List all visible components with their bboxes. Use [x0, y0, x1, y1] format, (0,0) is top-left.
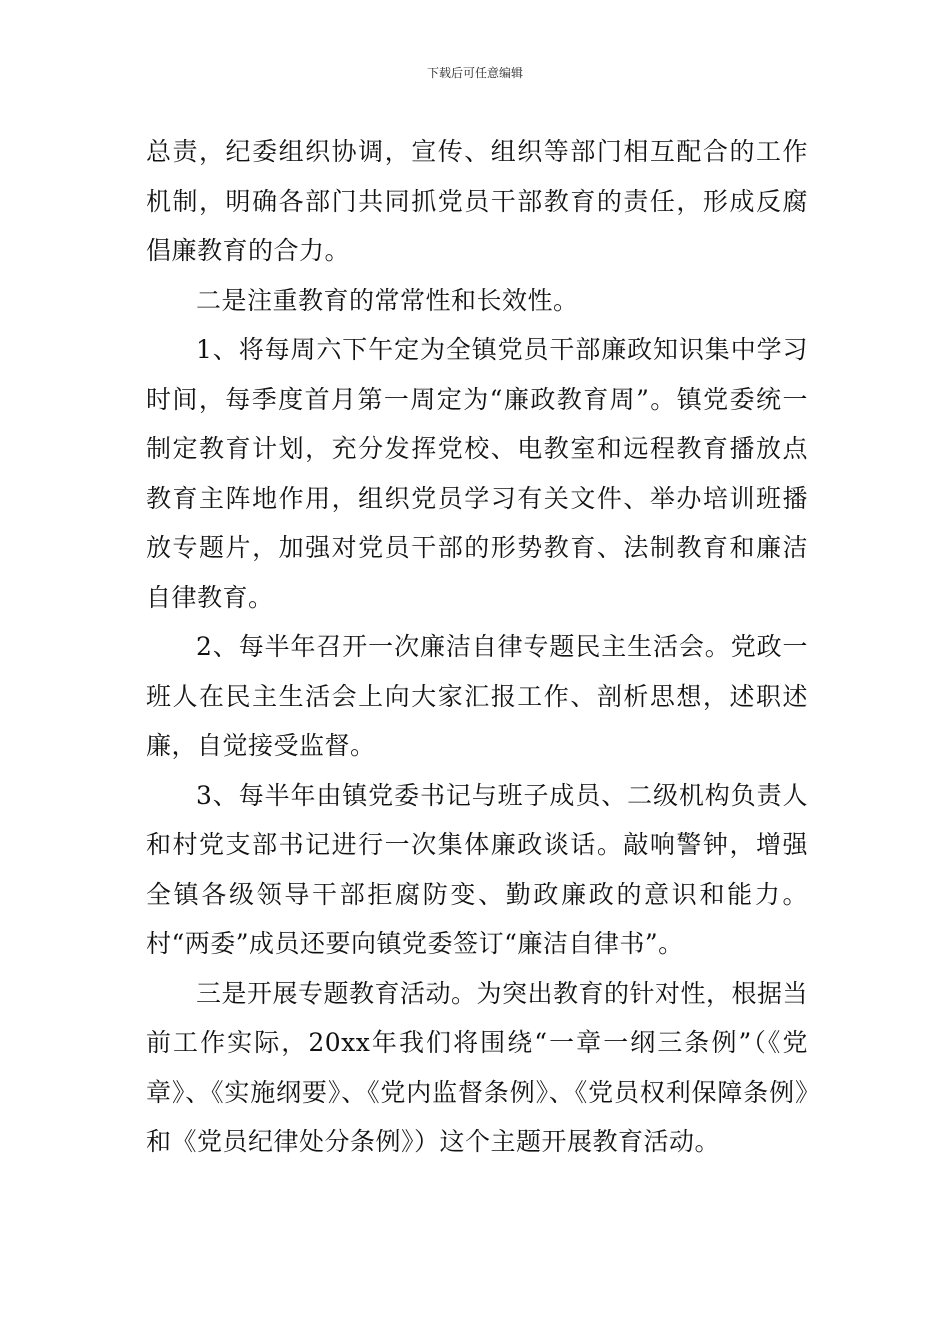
paragraph-continuation: 总责，纪委组织协调，宣传、组织等部门相互配合的工作机制，明确各部门共同抓党员干部教育的责任，形成反腐倡廉教育的合力。 — [146, 137, 808, 265]
paragraph-section-three: 三是开展专题教育活动。为突出教育的针对性，根据当前工作实际，20xx年我们将围绕“一章一纲三条例”（《党章》、《实施纲要》、《党内监督条例》、《党员权利保障条例》和《党员纪律处分条例》）这个主题开展教育活动。 — [146, 978, 809, 1156]
paragraph-item-1: 1、将每周六下午定为全镇党员干部廉政知识集中学习时间，每季度首月第一周定为“廉政教育周”。镇党委统一制定教育计划，充分发挥党校、电教室和远程教育播放点教育主阵地作用，组织党员学习有关文件、举办培训班播放专题片，加强对党员干部的形势教育、法制教育和廉洁自律教育。 — [146, 335, 808, 612]
paragraph-item-3: 3、每半年由镇党委书记与班子成员、二级机构负责人和村党支部书记进行一次集体廉政谈话。敲响警钟，增强全镇各级领导干部拒腐防变、勤政廉政的意识和能力。村“两委”成员还要向镇党委签订“廉洁自律书”。 — [146, 780, 808, 958]
page-header: 下载后可任意编辑 — [426, 66, 523, 80]
document-body — [146, 127, 808, 1167]
paragraph-item-2: 2、每半年召开一次廉洁自律专题民主生活会。党政一班人在民主生活会上向大家汇报工作、剖析思想，述职述廉，自觉接受监督。 — [146, 632, 808, 760]
paragraph-section-two: 二是注重教育的常常性和长效性。 — [196, 285, 579, 315]
